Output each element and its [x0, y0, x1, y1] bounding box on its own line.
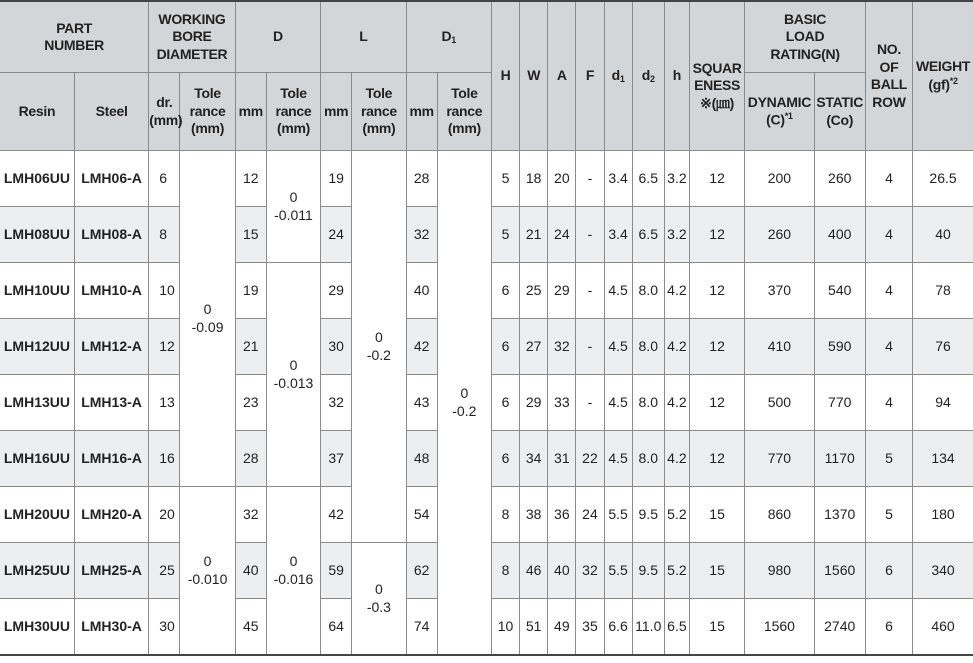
- squareness-cell: 15: [689, 487, 744, 543]
- working-bore-diameter-header: WORKING BORE DIAMETER: [149, 1, 235, 73]
- static-cell: 1560: [814, 543, 865, 599]
- W-cell: 34: [520, 431, 548, 487]
- weight-cell: 40: [913, 207, 973, 263]
- dynamic-cell: 500: [745, 375, 814, 431]
- d2-cell: 8.0: [632, 319, 664, 375]
- F-cell: -: [576, 375, 604, 431]
- dynamic-cell: 860: [745, 487, 814, 543]
- d1-header: $d_1$: [604, 1, 632, 151]
- squareness-cell: 12: [689, 375, 744, 431]
- resin-cell: LMH12UU: [0, 319, 74, 375]
- ball-row-cell: 6: [865, 599, 912, 656]
- ball-row-cell: 4: [865, 319, 912, 375]
- weight-cell: 340: [913, 543, 973, 599]
- A-header: A: [548, 1, 576, 151]
- table-header: [0, 1, 973, 151]
- d1-cell: 6.6: [604, 599, 632, 656]
- static-cell: 2740: [814, 599, 865, 656]
- D-cell: 21: [235, 319, 266, 375]
- steel-cell: LMH13-A: [74, 375, 148, 431]
- dr-tolerance-cell: 0 -0.010: [180, 487, 235, 656]
- D-cell: 32: [235, 487, 266, 543]
- H-cell: 5: [491, 207, 519, 263]
- D-cell: 19: [235, 263, 266, 319]
- L-cell: 59: [321, 543, 352, 599]
- L-header: L: [321, 1, 406, 73]
- h-cell: 4.2: [664, 263, 689, 319]
- L-tolerance-header: Tole rance (mm): [352, 73, 406, 151]
- d2-cell: 9.5: [632, 543, 664, 599]
- d1-cell: 4.5: [604, 375, 632, 431]
- d1-cell: 3.4: [604, 207, 632, 263]
- ball-row-cell: 5: [865, 487, 912, 543]
- h-cell: 3.2: [664, 151, 689, 207]
- d2-cell: 8.0: [632, 375, 664, 431]
- weight-cell: 94: [913, 375, 973, 431]
- D-tolerance-cell: 0 -0.016: [266, 487, 320, 656]
- A-cell: 33: [548, 375, 576, 431]
- static-cell: 770: [814, 375, 865, 431]
- resin-cell: LMH30UU: [0, 599, 74, 656]
- h-cell: 6.5: [664, 599, 689, 656]
- resin-cell: LMH25UU: [0, 543, 74, 599]
- d2-cell: 9.5: [632, 487, 664, 543]
- D1-cell: 40: [406, 263, 437, 319]
- D-header: D: [235, 1, 320, 73]
- d1-cell: 4.5: [604, 319, 632, 375]
- dynamic-cell: 260: [745, 207, 814, 263]
- D1-cell: 42: [406, 319, 437, 375]
- d1-cell: 4.5: [604, 263, 632, 319]
- d2-cell: 8.0: [632, 431, 664, 487]
- weight-cell: 134: [913, 431, 973, 487]
- F-cell: -: [576, 319, 604, 375]
- squareness-cell: 12: [689, 431, 744, 487]
- D-cell: 40: [235, 543, 266, 599]
- W-cell: 27: [520, 319, 548, 375]
- dr-cell: 25: [149, 543, 180, 599]
- dr-cell: 13: [149, 375, 180, 431]
- static-cell: 400: [814, 207, 865, 263]
- h-cell: 3.2: [664, 207, 689, 263]
- dr-cell: 10: [149, 263, 180, 319]
- D1-cell: 43: [406, 375, 437, 431]
- F-cell: -: [576, 207, 604, 263]
- dr-mm-header: dr. (mm): [149, 73, 180, 151]
- L-cell: 29: [321, 263, 352, 319]
- L-cell: 37: [321, 431, 352, 487]
- H-cell: 5: [491, 151, 519, 207]
- part-number-header: PART NUMBER: [0, 1, 149, 73]
- d1-cell: 5.5: [604, 543, 632, 599]
- F-cell: -: [576, 151, 604, 207]
- resin-cell: LMH10UU: [0, 263, 74, 319]
- H-cell: 8: [491, 487, 519, 543]
- W-cell: 21: [520, 207, 548, 263]
- A-cell: 31: [548, 431, 576, 487]
- weight-cell: 26.5: [913, 151, 973, 207]
- ball-row-cell: 6: [865, 543, 912, 599]
- W-cell: 46: [520, 543, 548, 599]
- d2-cell: 8.0: [632, 263, 664, 319]
- D-tolerance-header: Tole rance (mm): [266, 73, 320, 151]
- dynamic-cell: 770: [745, 431, 814, 487]
- steel-cell: LMH06-A: [74, 151, 148, 207]
- static-cell: 1370: [814, 487, 865, 543]
- dynamic-cell: 980: [745, 543, 814, 599]
- table-row: [0, 151, 973, 207]
- weight-header: WEIGHT (gf)$^{*2}$: [913, 1, 973, 151]
- d2-cell: 6.5: [632, 207, 664, 263]
- dr-cell: 8: [149, 207, 180, 263]
- resin-cell: LMH08UU: [0, 207, 74, 263]
- d2-header: $d_2$: [632, 1, 664, 151]
- table-body: [0, 151, 973, 656]
- H-header: H: [491, 1, 519, 151]
- steel-cell: LMH20-A: [74, 487, 148, 543]
- H-cell: 10: [491, 599, 519, 656]
- D1-cell: 48: [406, 431, 437, 487]
- ball-row-cell: 4: [865, 207, 912, 263]
- squareness-cell: 12: [689, 207, 744, 263]
- weight-cell: 180: [913, 487, 973, 543]
- L-cell: 30: [321, 319, 352, 375]
- D-tolerance-cell: 0 -0.011: [266, 151, 320, 263]
- h-cell: 4.2: [664, 319, 689, 375]
- static-cell: 540: [814, 263, 865, 319]
- resin-cell: LMH06UU: [0, 151, 74, 207]
- steel-header: Steel: [74, 73, 148, 151]
- W-cell: 18: [520, 151, 548, 207]
- D1-tolerance-cell: 0 -0.2: [437, 151, 491, 656]
- L-mm-header: mm: [321, 73, 352, 151]
- F-cell: 35: [576, 599, 604, 656]
- dynamic-cell: 200: [745, 151, 814, 207]
- L-cell: 19: [321, 151, 352, 207]
- ball-row-cell: 4: [865, 263, 912, 319]
- static-header: STATIC (Co): [814, 73, 865, 151]
- steel-cell: LMH08-A: [74, 207, 148, 263]
- L-cell: 32: [321, 375, 352, 431]
- static-cell: 590: [814, 319, 865, 375]
- dynamic-header: DYNAMIC $(C)^{*1}$: [745, 73, 814, 151]
- L-cell: 24: [321, 207, 352, 263]
- h-cell: 4.2: [664, 375, 689, 431]
- H-cell: 6: [491, 263, 519, 319]
- dynamic-cell: 370: [745, 263, 814, 319]
- dr-cell: 12: [149, 319, 180, 375]
- D1-cell: 28: [406, 151, 437, 207]
- A-cell: 40: [548, 543, 576, 599]
- steel-cell: LMH25-A: [74, 543, 148, 599]
- weight-cell: 78: [913, 263, 973, 319]
- h-cell: 5.2: [664, 543, 689, 599]
- F-header: F: [576, 1, 604, 151]
- resin-cell: LMH13UU: [0, 375, 74, 431]
- squareness-cell: 12: [689, 151, 744, 207]
- D1-tolerance-header: Tole rance (mm): [437, 73, 491, 151]
- squareness-cell: 15: [689, 599, 744, 656]
- H-cell: 8: [491, 543, 519, 599]
- A-cell: 20: [548, 151, 576, 207]
- resin-header: Resin: [0, 73, 74, 151]
- D1-header: $D_1$: [406, 1, 491, 73]
- d2-cell: 6.5: [632, 151, 664, 207]
- D1-cell: 62: [406, 543, 437, 599]
- D-cell: 23: [235, 375, 266, 431]
- L-tolerance-cell: 0 -0.2: [352, 151, 406, 543]
- F-cell: 32: [576, 543, 604, 599]
- D1-cell: 54: [406, 487, 437, 543]
- d1-cell: 4.5: [604, 431, 632, 487]
- L-cell: 42: [321, 487, 352, 543]
- D-cell: 45: [235, 599, 266, 656]
- D-tolerance-cell: 0 -0.013: [266, 263, 320, 487]
- squareness-cell: 15: [689, 543, 744, 599]
- weight-cell: 460: [913, 599, 973, 656]
- squareness-header: SQUAR ENESS ※(㎛): [689, 1, 744, 151]
- W-cell: 25: [520, 263, 548, 319]
- L-tolerance-cell: 0 -0.3: [352, 543, 406, 656]
- squareness-cell: 12: [689, 263, 744, 319]
- D1-cell: 74: [406, 599, 437, 656]
- steel-cell: LMH30-A: [74, 599, 148, 656]
- ball-row-cell: 4: [865, 151, 912, 207]
- resin-cell: LMH20UU: [0, 487, 74, 543]
- dr-cell: 6: [149, 151, 180, 207]
- F-cell: -: [576, 263, 604, 319]
- A-cell: 49: [548, 599, 576, 656]
- resin-cell: LMH16UU: [0, 431, 74, 487]
- steel-cell: LMH16-A: [74, 431, 148, 487]
- h-cell: 5.2: [664, 487, 689, 543]
- L-cell: 64: [321, 599, 352, 656]
- ball-row-header: NO. OF BALL ROW: [865, 1, 912, 151]
- steel-cell: LMH12-A: [74, 319, 148, 375]
- basic-load-rating-header: BASIC LOAD RATING(N): [745, 1, 866, 73]
- h-header: h: [664, 1, 689, 151]
- D-cell: 15: [235, 207, 266, 263]
- static-cell: 1170: [814, 431, 865, 487]
- weight-cell: 76: [913, 319, 973, 375]
- A-cell: 24: [548, 207, 576, 263]
- H-cell: 6: [491, 375, 519, 431]
- static-cell: 260: [814, 151, 865, 207]
- A-cell: 32: [548, 319, 576, 375]
- steel-cell: LMH10-A: [74, 263, 148, 319]
- dr-tolerance-cell: 0 -0.09: [180, 151, 235, 487]
- A-cell: 36: [548, 487, 576, 543]
- squareness-cell: 12: [689, 319, 744, 375]
- dr-cell: 16: [149, 431, 180, 487]
- h-cell: 4.2: [664, 431, 689, 487]
- W-header: W: [520, 1, 548, 151]
- W-cell: 29: [520, 375, 548, 431]
- dr-cell: 20: [149, 487, 180, 543]
- F-cell: 24: [576, 487, 604, 543]
- D-cell: 28: [235, 431, 266, 487]
- ball-row-cell: 4: [865, 375, 912, 431]
- d1-cell: 5.5: [604, 487, 632, 543]
- W-cell: 38: [520, 487, 548, 543]
- H-cell: 6: [491, 319, 519, 375]
- dynamic-cell: 1560: [745, 599, 814, 656]
- D1-cell: 32: [406, 207, 437, 263]
- W-cell: 51: [520, 599, 548, 656]
- D-mm-header: mm: [235, 73, 266, 151]
- ball-row-cell: 5: [865, 431, 912, 487]
- H-cell: 6: [491, 431, 519, 487]
- D-cell: 12: [235, 151, 266, 207]
- d2-cell: 11.0: [632, 599, 664, 656]
- dr-cell: 30: [149, 599, 180, 656]
- d1-cell: 3.4: [604, 151, 632, 207]
- dynamic-cell: 410: [745, 319, 814, 375]
- A-cell: 29: [548, 263, 576, 319]
- D1-mm-header: mm: [406, 73, 437, 151]
- dr-tolerance-header: Tole rance (mm): [180, 73, 235, 151]
- F-cell: 22: [576, 431, 604, 487]
